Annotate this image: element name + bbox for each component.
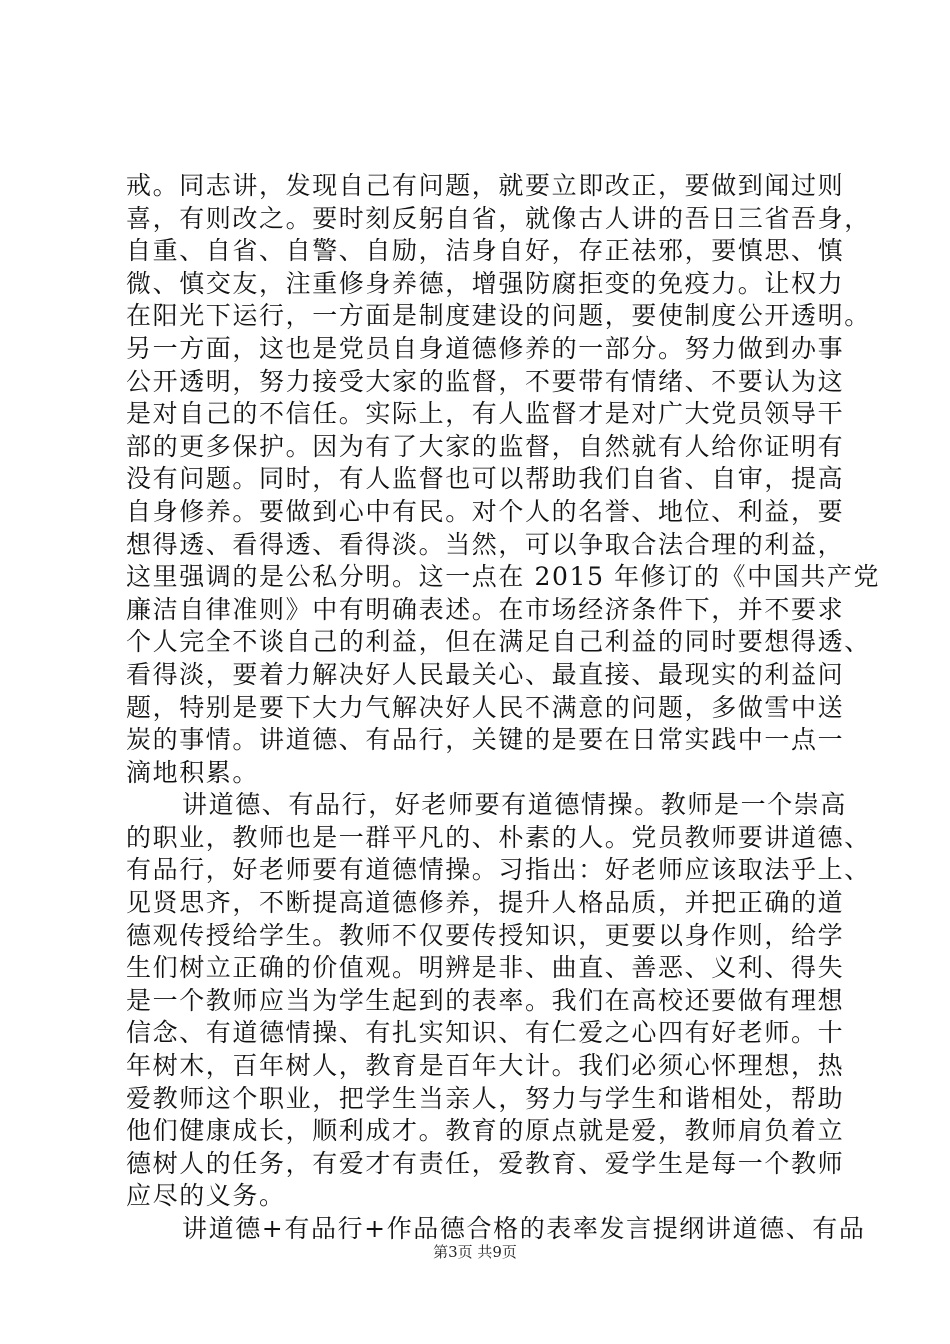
text-line: 应尽的义务。 (126, 1181, 286, 1211)
text-line: 微、慎交友，注重修身养德，增强防腐拒变的免疫力。让权力 (126, 268, 845, 298)
text-line: 是一个教师应当为学生起到的表率。我们在高校还要做有理想 (126, 985, 845, 1015)
paragraph-first-line: 讲道德、有品行，好老师要有道德情操。教师是一个崇高 (182, 790, 848, 820)
text-line: 年树木，百年树人，教育是百年大计。我们必须心怀理想，热 (126, 1051, 845, 1081)
text-line: 自身修养。要做到心中有民。对个人的名誉、地位、利益，要 (126, 496, 845, 526)
page-footer: 第3页 共9页 (433, 1243, 517, 1261)
text-line: 公开透明，努力接受大家的监督，不要带有情绪、不要认为这 (126, 366, 845, 396)
text-line: 有品行，好老师要有道德情操。习指出：好老师应该取法乎上、 (126, 855, 871, 885)
text-line: 题，特别是要下大力气解决好人民不满意的问题，多做雪中送 (126, 692, 845, 722)
text-line: 自重、自省、自警、自励，洁身自好，存正祛邪，要慎思、慎 (126, 236, 845, 266)
text-line: 戒。同志讲，发现自己有问题，就要立即改正，要做到闻过则 (126, 171, 845, 200)
text-line: 生们树立正确的价值观。明辨是非、曲直、善恶、义利、得失 (126, 953, 845, 983)
text-line: 的职业，教师也是一群平凡的、朴素的人。党员教师要讲道德、 (126, 822, 871, 852)
text-line: 没有问题。同时，有人监督也可以帮助我们自省、自审，提高 (126, 464, 845, 494)
text-line: 想得透、看得透、看得淡。当然，可以争取合法合理的利益， (126, 529, 845, 559)
text-line: 看得淡，要着力解决好人民最关心、最直接、最现实的利益问 (126, 659, 845, 689)
text-line: 炭的事情。讲道德、有品行，关键的是要在日常实践中一点一 (126, 725, 845, 755)
text-line: 爱教师这个职业，把学生当亲人，努力与学生和谐相处，帮助 (126, 1083, 845, 1113)
text-line: 德观传授给学生。教师不仅要传授知识，更要以身作则，给学 (126, 920, 845, 950)
text-line: 廉洁自律准则》中有明确表述。在市场经济条件下，并不要求 (126, 594, 845, 624)
text-line: 另一方面，这也是党员自身道德修养的一部分。努力做到办事 (126, 333, 845, 363)
document-body (126, 170, 881, 1246)
text-line: 信念、有道德情操、有扎实知识、有仁爱之心四有好老师。十 (126, 1018, 845, 1048)
paragraph-first-line: 讲道德+有品行+作品德合格的表率发言提纲讲道德、有品 (182, 1214, 866, 1243)
text-line: 是对自己的不信任。实际上，有人监督才是对广大党员领导干 (126, 399, 845, 429)
text-line: 滴地积累。 (126, 757, 260, 787)
text-line: 见贤思齐，不断提高道德修养，提升人格品质，并把正确的道 (126, 888, 845, 918)
text-line: 德树人的任务，有爱才有责任，爱教育、爱学生是每一个教师 (126, 1148, 845, 1178)
text-line: 这里强调的是公私分明。这一点在 2015 年修订的《中国共产党 (126, 562, 881, 592)
text-line: 个人完全不谈自己的利益，但在满足自己利益的同时要想得透、 (126, 627, 871, 657)
text-line: 喜，有则改之。要时刻反躬自省，就像古人讲的吾日三省吾身， (126, 203, 871, 233)
text-line: 他们健康成长，顺利成才。教育的原点就是爱，教师肩负着立 (126, 1116, 845, 1146)
text-line: 部的更多保护。因为有了大家的监督，自然就有人给你证明有 (126, 431, 845, 461)
text-line: 在阳光下运行，一方面是制度建设的问题，要使制度公开透明。 (126, 301, 871, 331)
